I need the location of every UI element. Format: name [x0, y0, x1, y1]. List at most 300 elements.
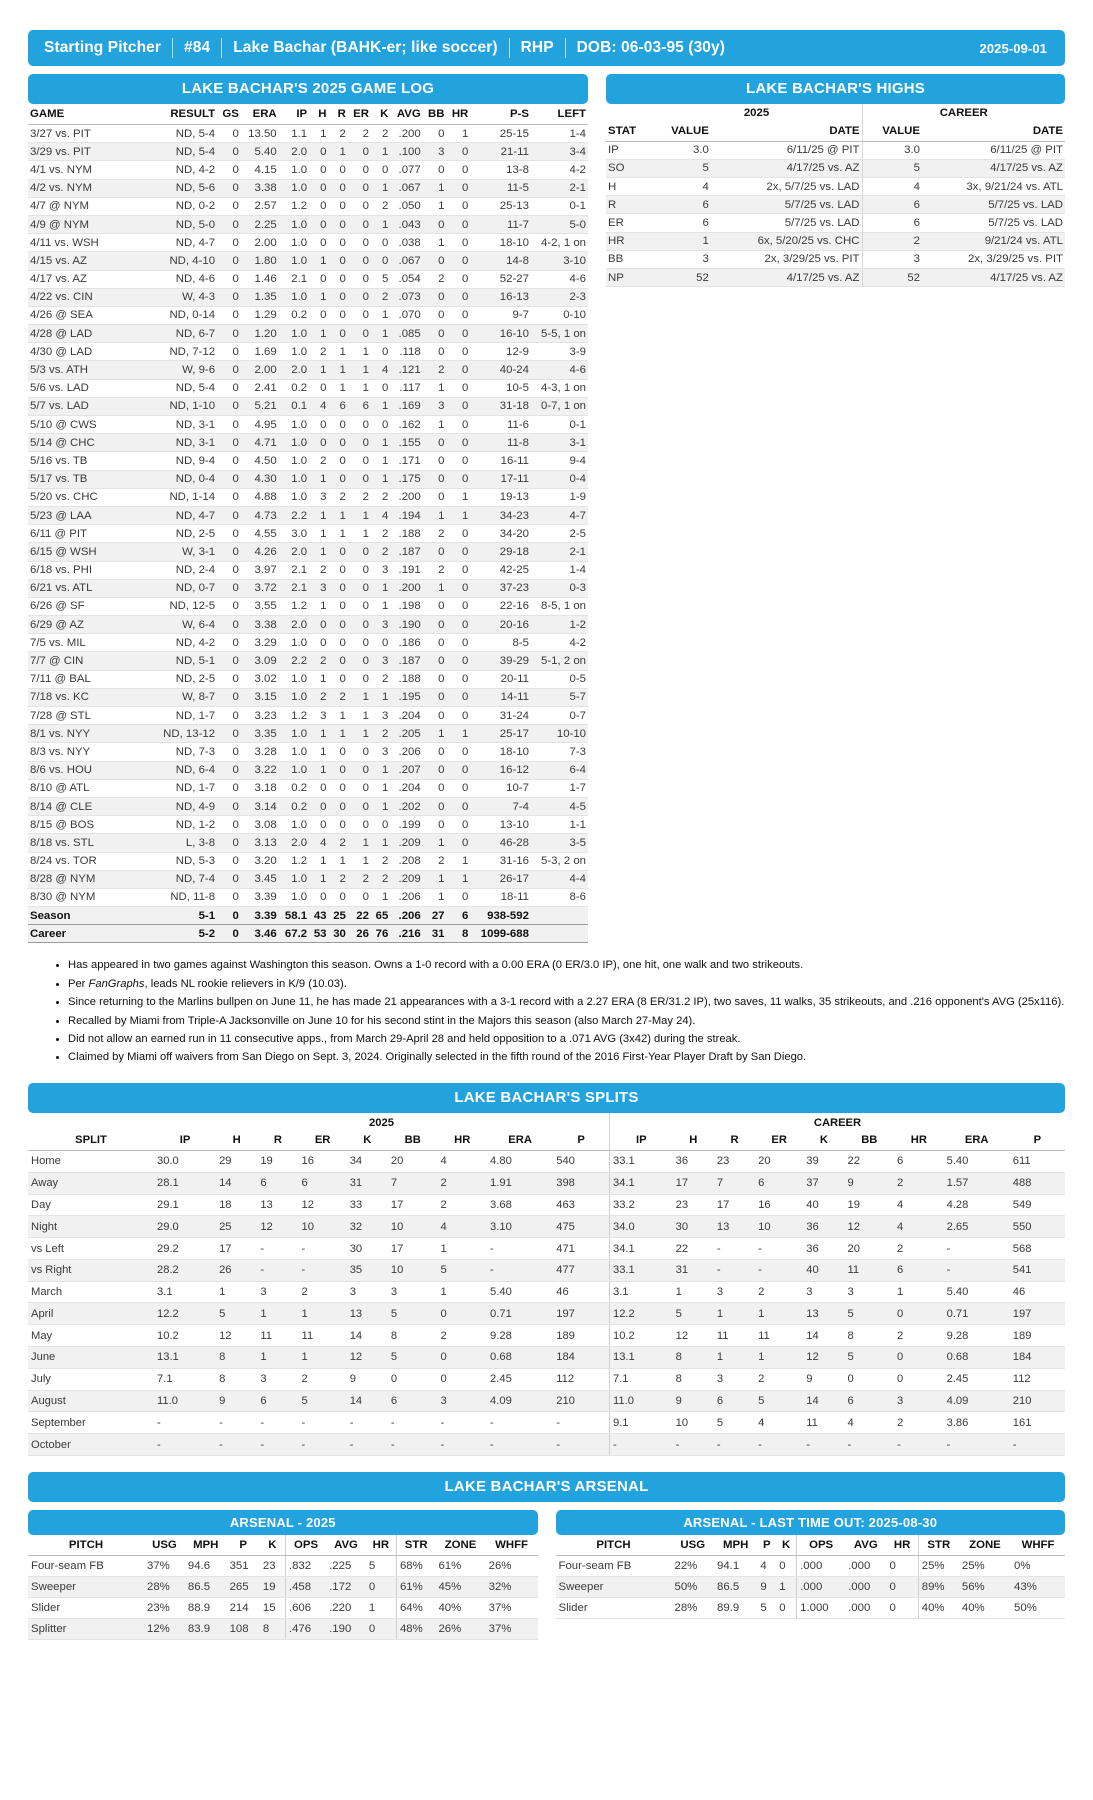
splits-cell: 2.45 — [487, 1368, 553, 1390]
game-log-cell: 0 — [447, 288, 471, 306]
game-log-cell: ND, 5-3 — [152, 852, 217, 870]
game-log-cell: 6/11 @ PIT — [28, 525, 152, 543]
game-log-cell: 1 — [348, 688, 371, 706]
game-log-cell: .207 — [390, 761, 422, 779]
game-log-cell: ND, 6-7 — [152, 325, 217, 343]
arsenal-cell: 43% — [1011, 1576, 1065, 1597]
game-log-cell: 0 — [217, 270, 241, 288]
game-log-row — [28, 252, 588, 270]
game-log-cell: 0 — [447, 161, 471, 179]
game-log-cell: 0 — [348, 416, 371, 434]
splits-body — [28, 1150, 1065, 1455]
game-log-cell: 2 — [423, 561, 447, 579]
game-log-cell: 3.02 — [241, 670, 279, 688]
splits-cell: 5.40 — [944, 1281, 1010, 1303]
splits-row — [28, 1412, 1065, 1434]
game-log-cell: ND, 2-4 — [152, 561, 217, 579]
game-log-cell: 0 — [217, 597, 241, 615]
splits-cell: 471 — [553, 1238, 609, 1260]
game-log-cell: 4/30 @ LAD — [28, 343, 152, 361]
game-log-row — [28, 470, 588, 488]
game-log-cell: 2-3 — [531, 288, 588, 306]
game-log-cell: 1.0 — [279, 215, 309, 233]
game-log-cell: ND, 4-10 — [152, 252, 217, 270]
game-log-cell: 3.28 — [241, 743, 279, 761]
splits-row — [28, 1325, 1065, 1347]
game-log-total-cell: 0 — [217, 907, 241, 925]
game-log-cell: .117 — [390, 379, 422, 397]
game-log-cell: 1 — [423, 579, 447, 597]
highs-col-value: VALUE — [652, 121, 711, 142]
splits-cell: - — [944, 1434, 1010, 1456]
game-log-cell: 4.15 — [241, 161, 279, 179]
splits-cell: 33 — [347, 1194, 388, 1216]
game-log-cell: 0 — [423, 488, 447, 506]
game-log-cell: 0 — [309, 797, 328, 815]
game-log-cell: .205 — [390, 725, 422, 743]
game-log-cell: 0 — [328, 779, 347, 797]
game-log-cell: 0 — [447, 306, 471, 324]
arsenal-col-hr: HR — [366, 1535, 397, 1556]
splits-cell: 3 — [714, 1368, 755, 1390]
splits-cell: 2 — [437, 1325, 487, 1347]
game-log-cell: 5-7 — [531, 688, 588, 706]
game-log-cell: 0 — [423, 434, 447, 452]
game-log-cell: 3.09 — [241, 652, 279, 670]
game-log-row — [28, 397, 588, 415]
game-log-cell: 3 — [309, 707, 328, 725]
game-log-cell: 2.00 — [241, 361, 279, 379]
splits-cell: 9 — [803, 1368, 844, 1390]
splits-cell: - — [257, 1238, 298, 1260]
game-log-cell: 2-5 — [531, 525, 588, 543]
splits-cell: 541 — [1010, 1259, 1065, 1281]
game-log-cell: 0 — [217, 834, 241, 852]
game-log-cell: 4-5 — [531, 797, 588, 815]
game-log-cell: ND, 5-4 — [152, 379, 217, 397]
game-log-cell: 14-8 — [470, 252, 531, 270]
game-log-cell: 0-7, 1 on — [531, 397, 588, 415]
splits-cell: 30 — [673, 1216, 714, 1238]
splits-cell: - — [257, 1434, 298, 1456]
game-log-cell: 2 — [348, 870, 371, 888]
game-log-cell: ND, 3-1 — [152, 434, 217, 452]
splits-cell: 20 — [388, 1150, 438, 1172]
game-log-cell: 1.1 — [279, 125, 309, 143]
game-log-total-cell: 25 — [328, 907, 347, 925]
splits-cell: - — [437, 1412, 487, 1434]
game-log-cell: 0 — [328, 252, 347, 270]
splits-cell: 3 — [845, 1281, 895, 1303]
splits-cell: 1 — [714, 1347, 755, 1369]
game-log-cell: ND, 5-0 — [152, 215, 217, 233]
game-log-cell: 2.0 — [279, 543, 309, 561]
game-log-cell: 0 — [328, 652, 347, 670]
game-log-cell: 1 — [371, 834, 390, 852]
player-name: Lake Bachar (BAHK-er; like soccer) — [233, 39, 498, 56]
game-log-cell: 0 — [309, 234, 328, 252]
game-log-cell: .187 — [390, 543, 422, 561]
game-log-cell: 1 — [309, 597, 328, 615]
game-log-cell: 0 — [217, 288, 241, 306]
game-log-cell: 1.69 — [241, 343, 279, 361]
splits-cell: 29 — [216, 1150, 257, 1172]
game-log-row — [28, 579, 588, 597]
splits-group-career: CAREER — [609, 1113, 1065, 1130]
game-log-cell: 2 — [328, 125, 347, 143]
splits-cell: 184 — [1010, 1347, 1065, 1369]
game-log-total-cell: 67.2 — [279, 925, 309, 943]
game-log-cell: .202 — [390, 797, 422, 815]
arsenal-cell: 37% — [486, 1597, 538, 1618]
game-log-cell: 0 — [328, 306, 347, 324]
game-log-cell: 26-17 — [470, 870, 531, 888]
highs-cell: 5/7/25 vs. LAD — [922, 214, 1065, 232]
splits-cell: 10 — [673, 1412, 714, 1434]
game-log-cell: 0 — [423, 816, 447, 834]
game-log-cell: 0 — [447, 452, 471, 470]
splits-cell: 30 — [347, 1238, 388, 1260]
game-log-cell: 4-3, 1 on — [531, 379, 588, 397]
game-log-cell: 5/14 @ CHC — [28, 434, 152, 452]
splits-cell: 197 — [1010, 1303, 1065, 1325]
game-log-cell: W, 9-6 — [152, 361, 217, 379]
game-log-cell: .188 — [390, 525, 422, 543]
game-log-cell: 4/17 vs. AZ — [28, 270, 152, 288]
game-log-total-cell: 43 — [309, 907, 328, 925]
game-log-col-left: LEFT — [531, 104, 588, 125]
game-log-cell: 40-24 — [470, 361, 531, 379]
game-log-cell: 0 — [217, 652, 241, 670]
game-log-cell: 0 — [328, 234, 347, 252]
game-log-cell: 2 — [423, 361, 447, 379]
game-log-cell: 1.0 — [279, 343, 309, 361]
arsenal-col-zone: ZONE — [959, 1535, 1011, 1556]
game-log-table — [28, 104, 588, 943]
splits-cell: 9 — [673, 1390, 714, 1412]
game-log-cell: 1 — [309, 525, 328, 543]
game-log-cell: 7/11 @ BAL — [28, 670, 152, 688]
game-log-cell: 21-11 — [470, 143, 531, 161]
game-log-cell: 1 — [309, 761, 328, 779]
game-log-cell: 5/17 vs. TB — [28, 470, 152, 488]
game-log-cell: 16-12 — [470, 761, 531, 779]
splits-cell: 2 — [755, 1368, 803, 1390]
game-log-cell: 1 — [309, 125, 328, 143]
splits-cell: - — [299, 1259, 347, 1281]
game-log-row — [28, 597, 588, 615]
game-log-cell: 5-3, 2 on — [531, 852, 588, 870]
game-log-cell: 9-7 — [470, 306, 531, 324]
game-log-cell: 42-25 — [470, 561, 531, 579]
game-log-cell: ND, 4-6 — [152, 270, 217, 288]
game-log-cell: 11-7 — [470, 215, 531, 233]
game-log-cell: 0.2 — [279, 306, 309, 324]
game-log-cell: 1.80 — [241, 252, 279, 270]
splits-cell: 112 — [553, 1368, 609, 1390]
game-log-cell: .175 — [390, 470, 422, 488]
game-log-cell: 0 — [447, 470, 471, 488]
splits-cell: - — [553, 1412, 609, 1434]
splits-cell: 35 — [347, 1259, 388, 1281]
game-log-cell: 2.00 — [241, 234, 279, 252]
game-log-cell: 0 — [217, 852, 241, 870]
game-log-total-cell: 76 — [371, 925, 390, 943]
game-log-cell: 0 — [309, 215, 328, 233]
game-log-cell: 0 — [447, 797, 471, 815]
game-log-cell: 0 — [328, 270, 347, 288]
splits-row-label: May — [28, 1325, 154, 1347]
splits-cell: 22 — [845, 1150, 895, 1172]
game-log-cell: 8/6 vs. HOU — [28, 761, 152, 779]
splits-cell: 4 — [437, 1216, 487, 1238]
splits-col-career-hr: HR — [894, 1130, 944, 1151]
game-log-cell: .209 — [390, 870, 422, 888]
highs-title: LAKE BACHAR'S HIGHS — [606, 74, 1065, 104]
game-log-cell: 1 — [447, 870, 471, 888]
game-log-cell: 2.1 — [279, 270, 309, 288]
arsenal-col-whff: WHFF — [486, 1535, 538, 1556]
game-log-cell: 3-9 — [531, 343, 588, 361]
game-log-cell: 14-11 — [470, 688, 531, 706]
game-log-cell: 2 — [371, 125, 390, 143]
game-log-cell: 3.0 — [279, 525, 309, 543]
game-log-cell: 13.50 — [241, 125, 279, 143]
game-log-row — [28, 779, 588, 797]
arsenal-row-2025 — [28, 1576, 538, 1597]
splits-cell: 3.1 — [154, 1281, 216, 1303]
game-log-cell: 4 — [309, 397, 328, 415]
splits-cell: - — [714, 1434, 755, 1456]
game-log-cell: 1 — [371, 306, 390, 324]
note-emphasis: FanGraphs — [88, 977, 145, 990]
game-log-cell: 4/15 vs. AZ — [28, 252, 152, 270]
splits-cell: 12 — [216, 1325, 257, 1347]
game-log-cell: 5/3 vs. ATH — [28, 361, 152, 379]
game-log-cell: 1 — [348, 834, 371, 852]
game-log-row — [28, 888, 588, 906]
splits-cell: - — [894, 1434, 944, 1456]
game-log-cell: 1.0 — [279, 488, 309, 506]
splits-row-label: September — [28, 1412, 154, 1434]
game-log-cell: 8/15 @ BOS — [28, 816, 152, 834]
game-log-cell: 0 — [371, 816, 390, 834]
arsenal-col-p: P — [227, 1535, 260, 1556]
splits-cell: 1 — [299, 1347, 347, 1369]
game-log-col-k: K — [371, 104, 390, 125]
highs-col-stat: STAT — [606, 121, 652, 142]
game-log-cell: 0 — [217, 397, 241, 415]
game-log-header-row — [28, 104, 588, 125]
game-log-cell: 2 — [371, 525, 390, 543]
arsenal-col-str: STR — [396, 1535, 435, 1556]
game-log-cell: .195 — [390, 688, 422, 706]
splits-cell: 10 — [388, 1259, 438, 1281]
game-log-cell: .171 — [390, 452, 422, 470]
game-log-cell: 10-10 — [531, 725, 588, 743]
game-log-cell: 0.2 — [279, 797, 309, 815]
splits-title: LAKE BACHAR'S SPLITS — [28, 1083, 1065, 1113]
arsenal-col-mph: MPH — [714, 1535, 757, 1556]
game-log-cell: 2 — [328, 688, 347, 706]
game-log-row — [28, 616, 588, 634]
splits-cell: 1 — [216, 1281, 257, 1303]
game-log-cell: .054 — [390, 270, 422, 288]
splits-cell: 6 — [257, 1390, 298, 1412]
game-log-cell: .155 — [390, 434, 422, 452]
game-log-cell: 3.14 — [241, 797, 279, 815]
game-log-cell: 0 — [217, 161, 241, 179]
splits-col-career-k: K — [803, 1130, 844, 1151]
game-log-cell: .067 — [390, 252, 422, 270]
splits-cell: 0.71 — [487, 1303, 553, 1325]
game-log-cell: 1 — [328, 506, 347, 524]
arsenal-cell: 25% — [918, 1555, 959, 1576]
game-log-cell: 0 — [217, 761, 241, 779]
game-log-cell: ND, 2-5 — [152, 525, 217, 543]
game-log-cell: 1 — [447, 125, 471, 143]
game-log-cell: 4 — [309, 834, 328, 852]
game-log-cell: W, 4-3 — [152, 288, 217, 306]
highs-cell: 5/7/25 vs. LAD — [711, 214, 862, 232]
game-log-cell: 9-4 — [531, 452, 588, 470]
highs-cell: 6 — [652, 214, 711, 232]
arsenal-col-avg: AVG — [326, 1535, 366, 1556]
arsenal-cell: Sweeper — [556, 1576, 672, 1597]
arsenal-cell: 5 — [757, 1597, 776, 1618]
arsenal-cell: 40% — [435, 1597, 485, 1618]
game-log-total-cell: 1099-688 — [470, 925, 531, 943]
splits-cell: 6 — [894, 1259, 944, 1281]
game-log-cell: 0 — [447, 234, 471, 252]
game-log-row — [28, 834, 588, 852]
game-log-cell: 0 — [423, 707, 447, 725]
game-log-total-cell: 0 — [217, 925, 241, 943]
arsenal-cell: 23% — [144, 1597, 185, 1618]
game-log-cell: 3 — [371, 652, 390, 670]
game-log-cell: 7-4 — [470, 797, 531, 815]
game-log-cell: 1 — [423, 506, 447, 524]
game-log-row — [28, 506, 588, 524]
splits-cell: 29.2 — [154, 1238, 216, 1260]
game-log-cell: 0 — [447, 343, 471, 361]
game-log-cell: 2 — [371, 543, 390, 561]
game-log-cell: 31-18 — [470, 397, 531, 415]
splits-cell: 12 — [845, 1216, 895, 1238]
game-log-body — [28, 125, 588, 943]
splits-cell: 3 — [714, 1281, 755, 1303]
splits-cell: 7.1 — [154, 1368, 216, 1390]
game-log-cell: 1.0 — [279, 688, 309, 706]
splits-cell: 9.1 — [609, 1412, 672, 1434]
game-log-cell: ND, 7-3 — [152, 743, 217, 761]
arsenal-cell: 37% — [486, 1618, 538, 1639]
game-log-cell: 1.0 — [279, 725, 309, 743]
game-log-cell: 1 — [423, 379, 447, 397]
game-log-cell: 1-4 — [531, 125, 588, 143]
splits-cell: 3.86 — [944, 1412, 1010, 1434]
game-log-total-cell: 65 — [371, 907, 390, 925]
game-log-row — [28, 725, 588, 743]
game-log-cell: 0 — [217, 325, 241, 343]
game-log-cell: 4-4 — [531, 870, 588, 888]
game-log-cell: 1.2 — [279, 597, 309, 615]
game-log-cell: 2 — [328, 488, 347, 506]
game-log-cell: 3.45 — [241, 870, 279, 888]
arsenal-cell: .220 — [326, 1597, 366, 1618]
splits-cell: 6 — [714, 1390, 755, 1412]
game-log-cell: 1 — [371, 779, 390, 797]
game-log-cell: 2.0 — [279, 834, 309, 852]
splits-cell: 189 — [1010, 1325, 1065, 1347]
splits-cell: 6 — [299, 1172, 347, 1194]
highs-group-row — [606, 104, 1065, 121]
game-log-cell: .169 — [390, 397, 422, 415]
splits-cell: 0.68 — [487, 1347, 553, 1369]
game-log-cell: ND, 7-12 — [152, 343, 217, 361]
game-log-cell: .162 — [390, 416, 422, 434]
arsenal-col-whff: WHFF — [1011, 1535, 1065, 1556]
arsenal-cell: 0 — [366, 1576, 397, 1597]
game-log-cell: 0 — [217, 143, 241, 161]
game-log-cell: 0 — [348, 161, 371, 179]
arsenal-cell: 89.9 — [714, 1597, 757, 1618]
game-log-row — [28, 870, 588, 888]
game-log-cell: 39-29 — [470, 652, 531, 670]
game-log-cell: 2 — [348, 125, 371, 143]
game-log-cell: 3.18 — [241, 779, 279, 797]
game-log-cell: 1 — [309, 852, 328, 870]
arsenal-cell: 86.5 — [714, 1576, 757, 1597]
game-log-cell: 1.2 — [279, 197, 309, 215]
game-log-cell: 0 — [423, 288, 447, 306]
game-log-row — [28, 125, 588, 143]
notes-list — [28, 957, 1065, 1066]
game-log-cell: 3/29 vs. PIT — [28, 143, 152, 161]
game-log-cell: 1.0 — [279, 161, 309, 179]
arsenal-last-body — [556, 1555, 1066, 1618]
game-log-cell: 0 — [447, 179, 471, 197]
game-log-cell: 3.38 — [241, 179, 279, 197]
game-log-cell: 1 — [328, 852, 347, 870]
splits-row — [28, 1259, 1065, 1281]
arsenal-row-last — [556, 1576, 1066, 1597]
report-date: 2025-09-01 — [979, 40, 1047, 56]
game-log-cell: 0-4 — [531, 470, 588, 488]
game-log-row — [28, 215, 588, 233]
game-log-cell: 0 — [447, 670, 471, 688]
splits-cell: 40 — [803, 1194, 844, 1216]
game-log-total-cell: .216 — [390, 925, 422, 943]
splits-cell: 540 — [553, 1150, 609, 1172]
game-log-cell: ND, 5-4 — [152, 125, 217, 143]
splits-row — [28, 1150, 1065, 1172]
game-log-cell: 0 — [447, 143, 471, 161]
game-log-cell: 0 — [348, 888, 371, 906]
game-log-cell: 2 — [423, 270, 447, 288]
arsenal-cell: .000 — [845, 1555, 886, 1576]
game-log-cell: 0 — [348, 215, 371, 233]
game-log-cell: 4.50 — [241, 452, 279, 470]
arsenal-cell: 89% — [918, 1576, 959, 1597]
highs-cell: SO — [606, 159, 652, 177]
game-log-cell: 0 — [348, 434, 371, 452]
game-log-cell: .085 — [390, 325, 422, 343]
game-log-cell: 0 — [447, 743, 471, 761]
highs-row — [606, 141, 1065, 159]
arsenal-cell: 9 — [757, 1576, 776, 1597]
splits-cell: 1 — [755, 1303, 803, 1325]
